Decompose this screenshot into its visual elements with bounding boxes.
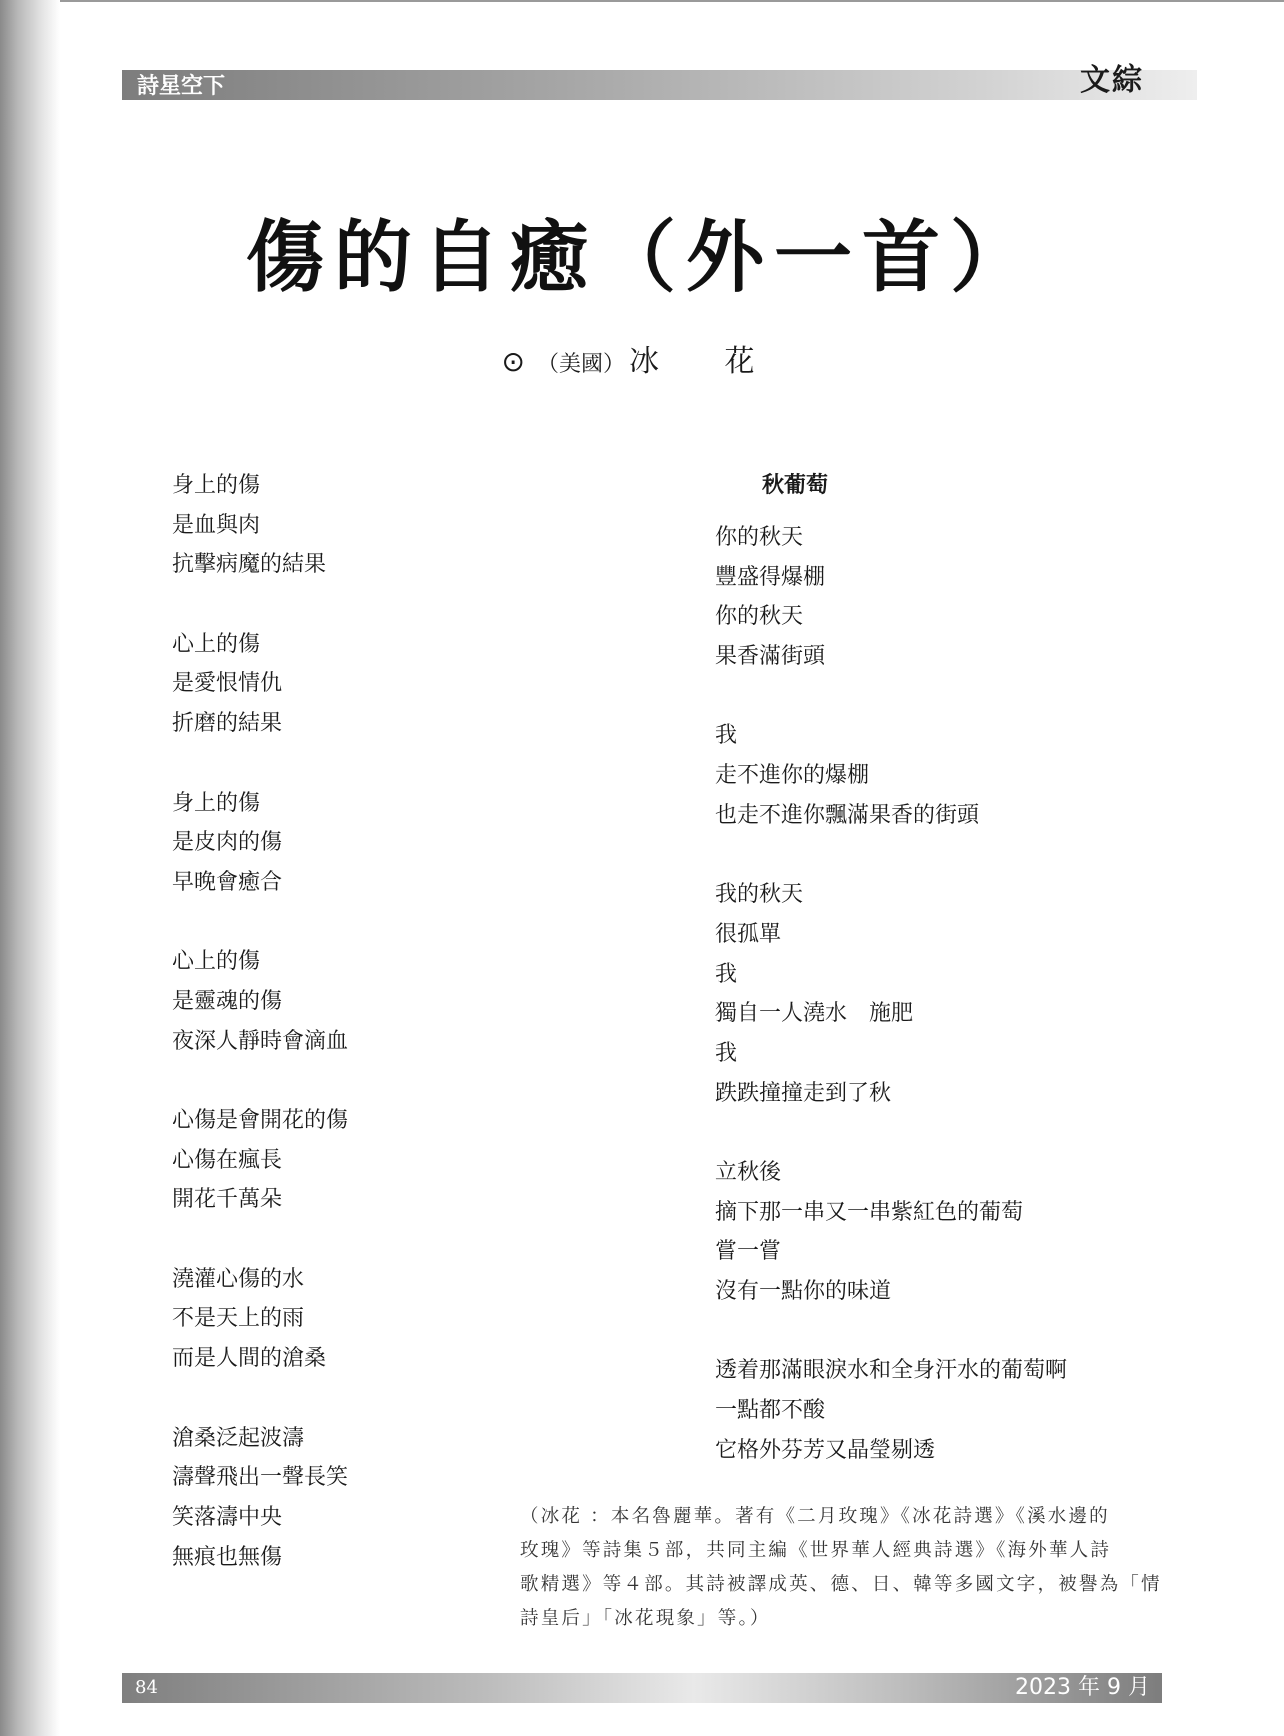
- poem-line: 夜深人靜時會滴血: [172, 1028, 349, 1054]
- poem-line: 你的秋天: [715, 525, 804, 550]
- section-name: 詩星空下: [137, 73, 226, 99]
- poem-line: 抗擊病魔的結果: [172, 552, 327, 578]
- poem-line: 我的秋天: [715, 882, 804, 908]
- poem-line: 心傷在瘋長: [172, 1147, 283, 1173]
- poem-line: 嘗一嘗: [715, 1239, 782, 1265]
- stanza-gap: [172, 903, 592, 943]
- page-title: 傷的自癒（外一首）: [245, 212, 1038, 303]
- poem-line: 無痕也無傷: [172, 1544, 283, 1570]
- poem-line: 它格外芬芳又晶瑩剔透: [715, 1437, 936, 1463]
- stanza-gap: [715, 677, 1195, 717]
- poem-line: 跌跌撞撞走到了秋: [715, 1080, 892, 1106]
- poem-line: 獨自一人澆水 施肥: [715, 1001, 914, 1027]
- author-note: [520, 1500, 1162, 1636]
- poem-line: 滄桑泛起波濤: [172, 1425, 305, 1451]
- author-country: （美國）: [536, 352, 625, 377]
- issue-date: 2023 年 9 月: [1015, 1675, 1150, 1700]
- poem-line: 豐盛得爆棚: [715, 564, 826, 590]
- poem-line: 心上的傷: [172, 949, 261, 975]
- stanza-gap: [715, 836, 1195, 876]
- poem-line: 也走不進你飄滿果香的街頭: [715, 802, 980, 828]
- poem-line: 身上的傷: [172, 473, 261, 498]
- poem-line: 澆灌心傷的水: [172, 1266, 305, 1292]
- poem-line: 我: [715, 961, 738, 987]
- poem-line: 透着那滿眼淚水和全身汗水的葡萄啊: [715, 1358, 1068, 1384]
- poem-line: 摘下那一串又一串紫紅色的葡萄: [715, 1199, 1024, 1225]
- poem-line: 沒有一點你的味道: [715, 1279, 892, 1305]
- note-line: 歌精選》等４部。其詩被譯成英、德、日、韓等多國文字，被譽為「情: [520, 1574, 1162, 1595]
- poem-2: [715, 518, 1195, 1471]
- poem-line: 不是天上的雨: [172, 1306, 305, 1332]
- page-number: 84: [135, 1677, 158, 1698]
- footer-bar: [122, 1673, 1162, 1703]
- author-name: 冰 花: [628, 344, 783, 379]
- stanza-gap: [715, 1312, 1195, 1352]
- poem-line: 濤聲飛出一聲長笑: [172, 1465, 349, 1491]
- column-name: 文綜: [1080, 63, 1144, 98]
- byline: [0, 336, 1284, 380]
- poem-line: 一點都不酸: [715, 1398, 826, 1424]
- poem-line: 走不進你的爆棚: [715, 763, 870, 789]
- stanza-gap: [172, 1220, 592, 1260]
- stanza-gap: [715, 1113, 1195, 1153]
- poem-line: 是靈魂的傷: [172, 988, 283, 1014]
- poem-line: 你的秋天: [715, 604, 804, 630]
- poem-line: 很孤單: [715, 921, 782, 947]
- poem-line: 是血與肉: [172, 512, 261, 538]
- poem-line: 心傷是會開花的傷: [172, 1108, 349, 1133]
- page-top-edge: [0, 0, 1284, 2]
- poem-1: [172, 466, 592, 1577]
- bullet-mark: ⊙: [501, 345, 525, 378]
- poem-line: 早晚會癒合: [172, 869, 283, 895]
- poem-line: 果香滿街頭: [715, 644, 826, 670]
- note-line: （冰花 ：本名魯麗華。著有《二月玫瑰》《冰花詩選》《溪水邊的: [520, 1506, 1110, 1527]
- stanza-gap: [172, 1379, 592, 1419]
- poem-2-title: 秋葡萄: [762, 473, 829, 498]
- poem-line: 立秋後: [715, 1160, 782, 1185]
- stanza-gap: [172, 1061, 592, 1101]
- poem-line: 開花千萬朵: [172, 1187, 283, 1213]
- poem-line: 折磨的結果: [172, 711, 283, 737]
- header-bar: [122, 70, 1197, 100]
- poem-line: 我: [715, 723, 738, 749]
- stanza-gap: [172, 744, 592, 784]
- poem-line: 是皮肉的傷: [172, 830, 283, 856]
- poem-line: 是愛恨情仇: [172, 671, 283, 697]
- poem-line: 我: [715, 1040, 738, 1066]
- poem-line: 心上的傷: [172, 631, 261, 657]
- poem-line: 身上的傷: [172, 790, 261, 816]
- note-line: 詩皇后」「冰花現象」等。）: [520, 1608, 771, 1629]
- stanza-gap: [172, 585, 592, 625]
- poem-line: 而是人間的滄桑: [172, 1346, 327, 1372]
- poem-line: 笑落濤中央: [172, 1504, 283, 1530]
- note-line: 玫瑰》等詩集５部，共同主編《世界華人經典詩選》《海外華人詩: [520, 1540, 1112, 1561]
